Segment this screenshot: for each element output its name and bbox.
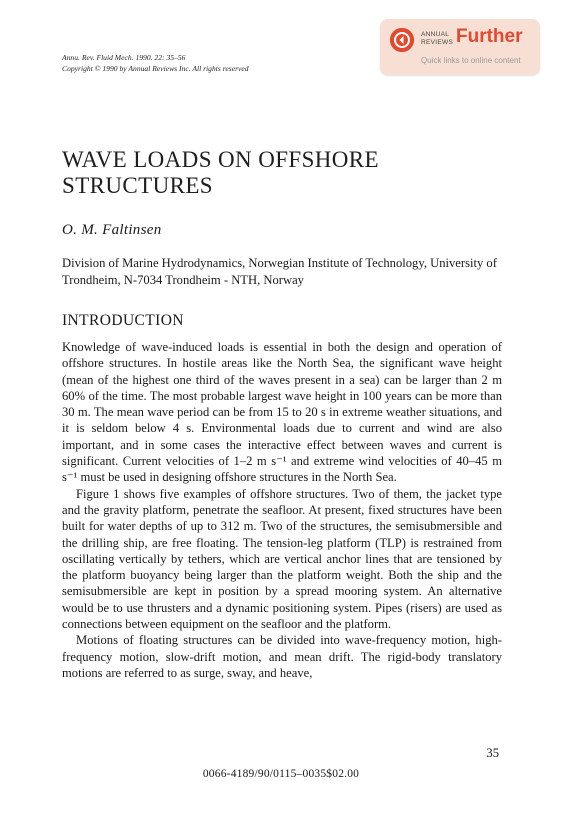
badge-further-label: Further [456,26,523,47]
body-paragraph: Knowledge of wave-induced loads is essential in both the design and operation of offshore structures. In hostile areas like the North Sea, the significant wave height (mean of the highest one third of the waves present in a sea) can be larger than 2 m 60% of the time. The most probable largest wave height in 100 years can be more than 30 m. The mean wave period can be from 15 to 20 s in extreme weather situations, and it is seldom below 4 s. Environmental loads due to current and wind are also important, and in some cases the interactive effect between waves and current is significant. Current velocities of 1–2 m s⁻¹ and extreme wind velocities of 40–45 m s⁻¹ must be used in designing offshore structures in the North Sea. [62,340,502,485]
author-affiliation: Division of Marine Hydrodynamics, Norwegian Institute of Technology, University of Trondheim, N-7034 Trondheim - NTH, Norway [62,256,497,287]
title-line-2: STRUCTURES [62,173,213,198]
article-title [62,147,502,199]
body-paragraph: Figure 1 shows five examples of offshore structures. Two of them, the jacket type and the gravity platform, penetrate the seafloor. At present, fixed structures have been built for water depths of up to 312 m. Two of the structures, the semisubmersible and the drilling ship, are free floating. The tension-leg platform (TLP) is restrained from oscillating vertically by tethers, which are vertical anchor lines that are tensioned by the platform buoyancy being larger than the platform weight. Both the ship and the semisubmersible are kept in position by a spread mooring system. An alternative would be to use thrusters and a dynamic positioning system. Pipes (risers) are used as connections between equipment on the seafloor and the platform. [62,486,502,632]
badge-brand-text [421,31,453,46]
section-heading: INTRODUCTION [62,312,184,329]
annual-reviews-further-badge[interactable] [380,19,540,75]
badge-brand-line-2: REVIEWS [421,38,454,46]
article-body [62,339,502,681]
badge-subtitle: Quick links to online content [421,56,521,65]
page-number: 35 [486,746,499,760]
journal-citation [62,52,249,74]
badge-brand-line-1: ANNUAL [421,31,450,38]
author-name: O. M. Faltinsen [62,222,162,238]
citation-line-1: Annu. Rev. Fluid Mech. 1990. 22: 35–56 [62,53,186,62]
citation-line-2: Copyright © 1990 by Annual Reviews Inc. All rights reserved [62,64,249,73]
annual-reviews-logo-icon [390,28,414,52]
footer-copyright-code: 0066-4189/90/0115–0035$02.00 [202,768,360,780]
title-line-1: WAVE LOADS ON OFFSHORE [62,147,379,172]
body-paragraph: Motions of floating structures can be divided into wave-frequency motion, high-frequency motion, slow-drift motion, and mean drift. The rigid-body translatory motions are referred to as surge, sway, and heave, [62,633,502,680]
